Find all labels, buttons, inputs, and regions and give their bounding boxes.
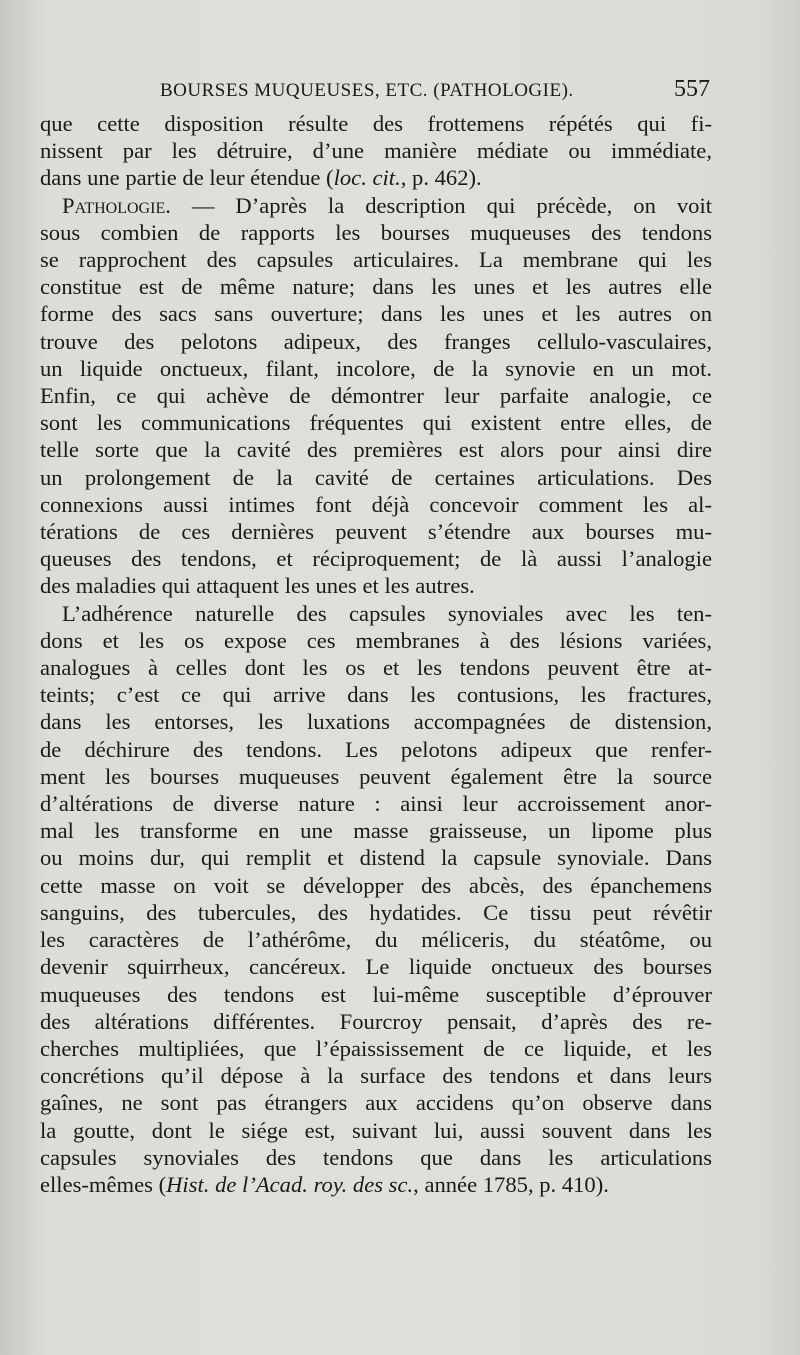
text-line: concrétions qu’il dépose à la surface des tendons et dans leurs [40, 1063, 712, 1089]
text-run: , p. 462). [400, 165, 482, 191]
body-text [40, 110, 712, 1198]
text-line: capsules synoviales des tendons que dans les articulations [40, 1144, 712, 1170]
text-line: des altérations différentes. Fourcroy pensait, d’après des re- [40, 1008, 712, 1034]
page-number: 557 [674, 76, 710, 102]
text-line: connexions aussi intimes font déjà concevoir comment les al- [40, 491, 712, 517]
text-line: dans les entorses, les luxations accompagnées de distension, [40, 709, 712, 735]
text-line: ou moins dur, qui remplit et distend la capsule synoviale. Dans [40, 845, 712, 871]
text-run: dans une partie de leur étendue ( [40, 165, 334, 191]
text-line: nissent par les détruire, d’une manière médiate ou immédiate, [40, 138, 712, 164]
running-head-title: BOURSES MUQUEUSES, ETC. (PATHOLOGIE). [160, 80, 574, 101]
citation: loc. cit. [333, 165, 401, 191]
text-line [40, 164, 712, 191]
text-line: dons et les os expose ces membranes à des lésions variées, [40, 627, 712, 653]
text-line: sont les communications fréquentes qui existent entre elles, de [40, 410, 712, 436]
text-run: elles-mêmes ( [40, 1171, 167, 1197]
text-line [40, 192, 712, 219]
text-line: cherches multipliées, que l’épaississement de ce liquide, et les [40, 1035, 712, 1061]
text-line: Enfin, ce qui achève de démontrer leur parfaite analogie, ce [40, 383, 712, 409]
text-line: analogues à celles dont les os et les tendons peuvent être at- [40, 655, 712, 681]
text-line: trouve des pelotons adipeux, des franges cellulo-vasculaires, [40, 328, 712, 354]
text-run: , année 1785, p. 410). [413, 1171, 609, 1197]
text-line: la goutte, dont le siége est, suivant lui, aussi souvent dans les [40, 1117, 712, 1143]
text-line: muqueuses des tendons est lui-même susceptible d’éprouver [40, 981, 712, 1007]
text-run: — D’après la description qui précède, on voit [170, 192, 712, 218]
text-line: forme des sacs sans ouverture; dans les unes et les autres on [40, 301, 712, 327]
text-line: de déchirure des tendons. Les pelotons adipeux que renfer- [40, 736, 712, 762]
text-line: que cette disposition résulte des frottemens répétés qui fi- [40, 111, 712, 136]
text-line: L’adhérence naturelle des capsules synoviales avec les ten- [62, 600, 712, 626]
text-line: ment les bourses muqueuses peuvent également être la source [40, 763, 712, 789]
text-line: sanguins, des tubercules, des hydatides. Ce tissu peut révêtir [40, 899, 712, 925]
text-line: gaînes, ne sont pas étrangers aux accidens qu’on observe dans [40, 1090, 712, 1116]
text-line: teints; c’est ce qui arrive dans les contusions, les fractures, [40, 682, 712, 708]
text-line: un prolongement de la cavité de certaines articulations. Des [40, 464, 712, 490]
text-line: devenir squirrheux, cancéreux. Le liquide onctueux des bourses [40, 954, 712, 980]
text-line [40, 1171, 712, 1198]
text-line: se rapprochent des capsules articulaires. La membrane qui les [40, 247, 712, 273]
citation: Hist. de l’Acad. roy. des sc. [166, 1171, 414, 1197]
text-line: mal les transforme en une masse graisseuse, un lipome plus [40, 818, 712, 844]
text-line: d’altérations de diverse nature : ainsi leur accroissement anor- [40, 791, 712, 817]
text-line: sous combien de rapports les bourses muqueuses des tendons [40, 219, 712, 245]
text-line: des maladies qui attaquent les unes et les autres. [40, 573, 475, 599]
text-line: queuses des tendons, et réciproquement; de là aussi l’analogie [40, 546, 712, 572]
text-line: un liquide onctueux, filant, incolore, de la synovie en un mot. [40, 355, 712, 381]
text-line: térations de ces dernières peuvent s’étendre aux bourses mu- [40, 519, 712, 545]
text-line: constitue est de même nature; dans les unes et les autres elle [40, 274, 712, 300]
section-heading: Pathologie. [62, 192, 171, 218]
text-line: telle sorte que la cavité des premières est alors pour ainsi dire [40, 437, 712, 463]
running-head [40, 74, 710, 108]
text-line: les caractères de l’athérôme, du méliceris, du stéatôme, ou [40, 927, 712, 953]
text-line: cette masse on voit se développer des abcès, des épanchemens [40, 872, 712, 898]
